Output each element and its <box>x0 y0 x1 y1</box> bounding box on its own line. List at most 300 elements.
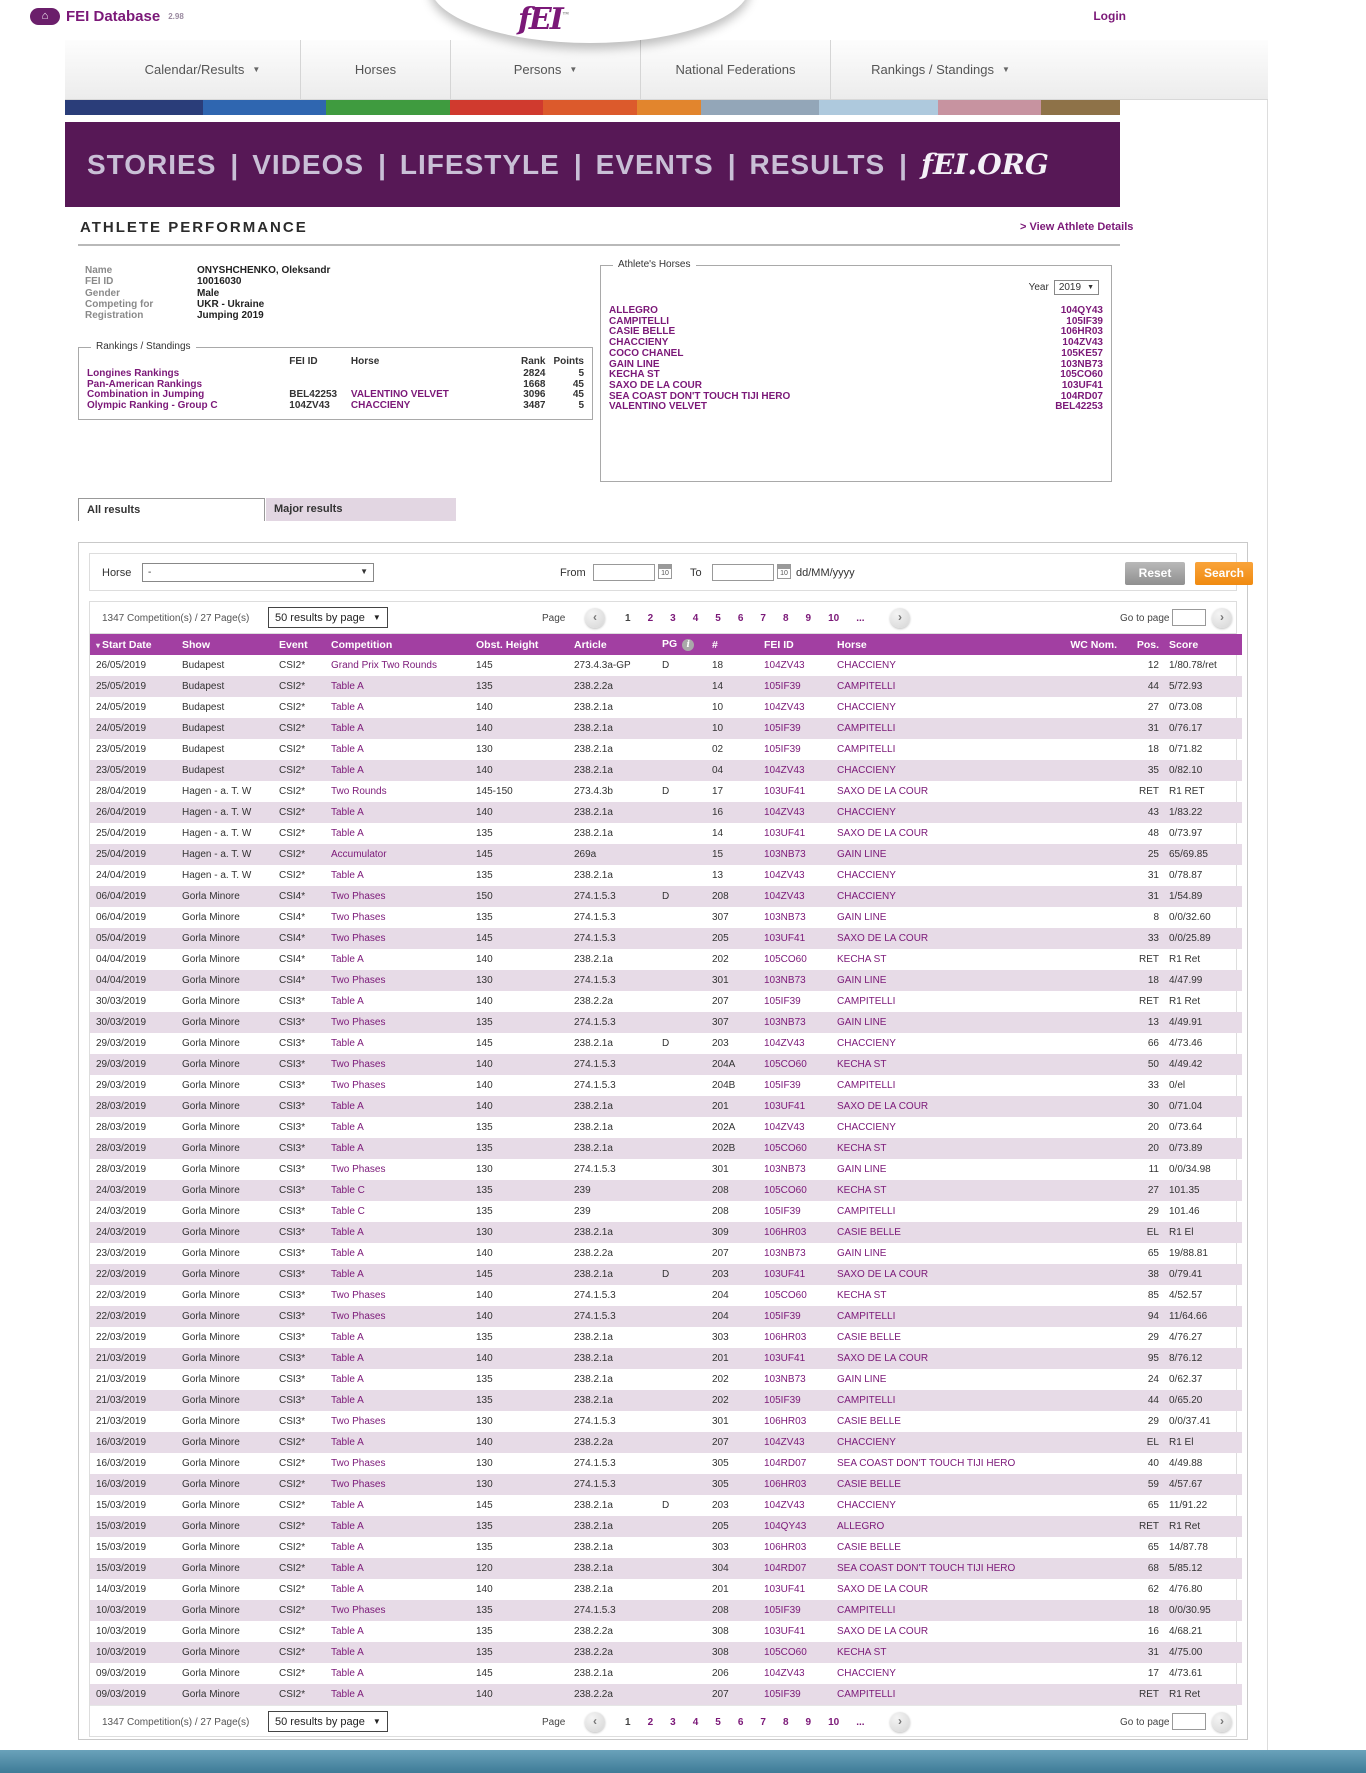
article-cell: 238.2.1a <box>568 1348 656 1369</box>
competition-link[interactable]: Table A <box>325 1096 470 1117</box>
page-number-link[interactable]: 5 <box>715 613 721 624</box>
competition-link[interactable]: Table C <box>331 1206 365 1217</box>
ranking-points: 5 <box>578 367 584 379</box>
horse-link[interactable]: GAIN LINE <box>831 844 1046 865</box>
horse-link[interactable]: SEA COAST DON'T TOUCH TIJI HERO <box>831 1558 1046 1579</box>
per-page-select[interactable] <box>268 1711 388 1732</box>
pg-cell <box>656 1180 706 1201</box>
column-header-competition[interactable] <box>325 634 470 655</box>
prev-page-button[interactable]: ‹ <box>585 608 605 628</box>
to-date-input[interactable] <box>712 564 774 581</box>
horse-link[interactable]: KECHA ST <box>831 1180 1046 1201</box>
article-cell: 238.2.2a <box>568 1684 656 1705</box>
show-cell: Hagen - a. T. W <box>176 844 273 865</box>
fei-id-link[interactable]: 106HR03 <box>764 1416 807 1427</box>
go-to-page-input[interactable] <box>1172 1713 1206 1730</box>
horse-link[interactable]: SAXO DE LA COUR <box>837 1626 929 1637</box>
banner-link-events[interactable]: EVENTS <box>595 148 714 180</box>
column-header-event[interactable] <box>273 634 325 655</box>
pos-cell: 50 <box>1121 1054 1163 1075</box>
competition-link[interactable]: Table A <box>331 1584 364 1595</box>
fei-id-link[interactable]: 103UF41 <box>764 1584 806 1595</box>
pos-cell: 65 <box>1147 1248 1159 1259</box>
page-number-link[interactable]: 4 <box>692 613 699 624</box>
horse-link[interactable]: GAIN LINE <box>837 1248 887 1259</box>
fei-id-link[interactable]: 104ZV43 <box>764 702 805 713</box>
competition-link[interactable]: Table A <box>325 1558 470 1579</box>
fei-id-link[interactable]: 104ZV43 <box>764 1500 805 1511</box>
fei-id-link[interactable]: 106HR03 <box>758 1222 831 1243</box>
column-header-pos-[interactable] <box>1121 634 1163 655</box>
start-date-cell: 21/03/2019 <box>96 1416 147 1427</box>
ranking-horse-link[interactable]: VALENTINO VELVET <box>350 389 449 401</box>
fei-id-link[interactable]: 105IF39 <box>764 996 801 1007</box>
show-cell: Budapest <box>182 702 225 713</box>
home-icon[interactable]: ⌂ <box>30 8 60 25</box>
ranking-name-link[interactable]: Olympic Ranking - Group C <box>87 400 218 412</box>
horse-link[interactable]: CHACCIENY <box>837 1500 896 1511</box>
page-number-link[interactable]: 6 <box>737 1717 744 1728</box>
wc-nom-cell <box>1046 760 1121 781</box>
horse-link[interactable]: CHACCIENY <box>837 660 896 671</box>
horse-name-link[interactable]: VALENTINO VELVET <box>609 401 707 413</box>
column-header-score[interactable] <box>1163 634 1242 655</box>
horse-fei-id-link[interactable]: BEL42253 <box>1055 401 1103 413</box>
info-icon[interactable]: i <box>682 639 694 651</box>
obst-height-cell: 140 <box>470 718 568 739</box>
competition-link[interactable]: Table A <box>331 1122 364 1133</box>
horse-link[interactable]: SEA COAST DON'T TOUCH TIJI HERO <box>837 1458 1016 1469</box>
horse-fei-id-link[interactable]: 103UF41 <box>1061 379 1103 391</box>
event-cell: CSI3* <box>273 1012 325 1033</box>
horse-link[interactable]: SAXO DE LA COUR <box>837 828 929 839</box>
fei-id-link[interactable]: 103UF41 <box>764 828 806 839</box>
event-cell: CSI3* <box>279 1164 306 1175</box>
fei-id-link[interactable]: 105CO60 <box>758 1054 831 1075</box>
horse-link[interactable]: SAXO DE LA COUR <box>831 1096 1046 1117</box>
fei-id-link[interactable]: 103UF41 <box>758 1348 831 1369</box>
horse-link[interactable]: GAIN LINE <box>831 970 1046 991</box>
competition-link[interactable]: Table A <box>331 870 364 881</box>
competition-link[interactable]: Two Phases <box>331 1164 386 1175</box>
table-row <box>90 1390 1242 1411</box>
competition-link[interactable]: Two Phases <box>325 886 470 907</box>
app-title[interactable]: FEI Database <box>66 8 161 25</box>
horse-fei-id-link[interactable]: 104QY43 <box>1060 305 1103 316</box>
tab-major-results[interactable]: Major results <box>266 498 456 521</box>
fei-id-link[interactable]: 105IF39 <box>758 1390 831 1411</box>
horse-fei-id-link[interactable]: 103NB73 <box>1060 358 1103 370</box>
pg-cell: D <box>656 886 706 907</box>
year-select[interactable]: 2019 ▼ <box>1054 280 1099 295</box>
number-cell: 208 <box>706 1600 758 1621</box>
competition-link[interactable]: Table A <box>331 1542 364 1553</box>
table-row <box>90 1138 1242 1159</box>
number-cell: 02 <box>712 744 724 755</box>
fei-id-link[interactable]: 104ZV43 <box>758 1432 831 1453</box>
competition-link[interactable]: Two Phases <box>325 1474 470 1495</box>
page-number-link[interactable]: 8 <box>782 613 789 624</box>
horse-link[interactable]: KECHA ST <box>831 1138 1046 1159</box>
horse-name-link[interactable]: ALLEGRO <box>609 305 658 316</box>
horse-link[interactable]: CAMPITELLI <box>837 996 896 1007</box>
next-page-button[interactable]: › <box>890 1712 910 1732</box>
horse-name-link[interactable]: GAIN LINE <box>609 358 660 370</box>
show-cell: Gorla Minore <box>182 1584 240 1595</box>
pg-cell <box>656 907 706 928</box>
horse-name-link[interactable]: COCO CHANEL <box>609 347 684 359</box>
fei-id-link[interactable]: 105IF39 <box>764 1080 801 1091</box>
competition-link[interactable]: Table A <box>325 1138 470 1159</box>
fei-id-link[interactable]: 105CO60 <box>764 954 807 965</box>
score-cell: 0/73.08 <box>1169 702 1203 713</box>
horse-name-link[interactable]: CASIE BELLE <box>609 326 676 338</box>
competition-link[interactable]: Two Phases <box>331 1080 386 1091</box>
horse-link[interactable]: SAXO DE LA COUR <box>831 1348 1046 1369</box>
horse-link[interactable]: CAMPITELLI <box>831 1306 1046 1327</box>
event-cell: CSI2* <box>273 1432 325 1453</box>
horse-link[interactable]: CHACCIENY <box>837 1038 896 1049</box>
fei-org-logo[interactable]: fEI.ORG <box>920 148 1049 181</box>
competition-link[interactable]: Two Phases <box>331 1458 386 1469</box>
horse-fei-id-link[interactable]: 105KE57 <box>1061 347 1103 359</box>
fei-id-link[interactable]: 103UF41 <box>758 928 831 949</box>
per-page-select[interactable] <box>268 607 388 628</box>
fei-id-link[interactable]: 103UF41 <box>764 786 806 797</box>
horse-link[interactable]: GAIN LINE <box>837 1374 887 1385</box>
horse-link[interactable]: CHACCIENY <box>831 1432 1046 1453</box>
article-cell: 238.2.1a <box>568 760 656 781</box>
athlete-info-label: Gender <box>85 287 121 299</box>
horse-fei-id-link[interactable]: 104RD07 <box>1060 390 1103 402</box>
horse-link[interactable]: GAIN LINE <box>837 1164 887 1175</box>
horse-link[interactable]: CAMPITELLI <box>837 1206 896 1217</box>
fei-id-link[interactable]: 104ZV43 <box>764 1122 805 1133</box>
competition-link[interactable]: Table A <box>331 702 364 713</box>
event-cell: CSI3* <box>279 996 306 1007</box>
horse-name-link[interactable]: CAMPITELLI <box>609 315 669 327</box>
horse-link[interactable]: KECHA ST <box>831 1642 1046 1663</box>
horse-link[interactable]: CAMPITELLI <box>837 744 896 755</box>
number-cell: 14 <box>706 676 758 697</box>
competition-link[interactable]: Table A <box>325 760 470 781</box>
column-header-show[interactable] <box>176 634 273 655</box>
horse-fei-id-link[interactable]: 105IF39 <box>1066 315 1103 327</box>
fei-id-link[interactable]: 105IF39 <box>758 1684 831 1705</box>
column-header-label: FEI ID <box>764 638 794 651</box>
page-number-link[interactable]: 4 <box>692 1717 699 1728</box>
ranking-name-link[interactable]: Combination in Jumping <box>87 389 205 401</box>
competition-link[interactable]: Two Phases <box>325 1306 470 1327</box>
horse-link[interactable]: KECHA ST <box>837 1290 887 1301</box>
pos-cell: RET <box>1121 1516 1163 1537</box>
ranking-name-link[interactable]: Longines Rankings <box>87 367 180 379</box>
pos-cell: 66 <box>1147 1038 1159 1049</box>
table-row <box>90 697 1242 718</box>
horse-link[interactable]: KECHA ST <box>837 954 887 965</box>
next-page-button[interactable]: › <box>890 608 910 628</box>
page-number-link[interactable]: 5 <box>715 1717 721 1728</box>
competition-link[interactable]: Table A <box>325 1642 470 1663</box>
pos-cell: 33 <box>1121 928 1163 949</box>
fei-id-link[interactable]: 105IF39 <box>758 676 831 697</box>
show-cell: Gorla Minore <box>182 1290 240 1301</box>
page-number-link[interactable]: 3 <box>670 1717 676 1728</box>
from-date-input[interactable] <box>593 564 655 581</box>
horse-link[interactable]: SAXO DE LA COUR <box>831 1264 1046 1285</box>
go-to-page-button[interactable]: › <box>1212 1712 1232 1732</box>
competition-link[interactable]: Table A <box>331 1038 364 1049</box>
pg-cell <box>656 928 706 949</box>
competition-link[interactable]: Table A <box>325 1516 470 1537</box>
obst-height-cell: 135 <box>476 1374 493 1385</box>
page-number-link[interactable]: 2 <box>647 613 654 624</box>
competition-link[interactable]: Table A <box>325 718 470 739</box>
app-brand[interactable] <box>30 8 184 25</box>
banner-link-videos[interactable]: VIDEOS <box>252 148 365 180</box>
competition-link[interactable]: Table A <box>331 1248 364 1259</box>
nav-item-rankings-standings[interactable] <box>830 40 1050 99</box>
calendar-icon[interactable]: 10 <box>777 564 791 579</box>
competition-link[interactable]: Two Phases <box>325 928 470 949</box>
competition-link[interactable]: Table A <box>325 1390 470 1411</box>
competition-link[interactable]: Table A <box>331 1668 364 1679</box>
competition-link[interactable]: Table A <box>331 1332 364 1343</box>
column-header-start-date[interactable] <box>90 634 176 655</box>
competition-link[interactable]: Table A <box>325 1264 470 1285</box>
competition-link[interactable]: Two Phases <box>331 912 386 923</box>
title-divider <box>78 244 1120 246</box>
competition-link[interactable]: Table A <box>331 996 364 1007</box>
fei-id-link[interactable]: 103NB73 <box>758 844 831 865</box>
athlete-info-row <box>85 288 330 299</box>
nav-item-national-federations[interactable] <box>640 40 830 99</box>
horse-link[interactable]: CAMPITELLI <box>831 1684 1046 1705</box>
nav-item-calendar-results[interactable] <box>105 40 300 99</box>
horse-fei-id-link[interactable]: 104ZV43 <box>1062 337 1103 349</box>
page-number-link[interactable]: 7 <box>760 613 766 624</box>
page-number-link[interactable]: 3 <box>670 613 676 624</box>
chevron-down-icon: ▼ <box>252 65 261 74</box>
horse-name-link[interactable]: KECHA ST <box>609 369 660 381</box>
horse-name-link[interactable]: SAXO DE LA COUR <box>609 379 702 391</box>
fei-id-link[interactable]: 106HR03 <box>764 1542 807 1553</box>
competition-link[interactable]: Two Phases <box>331 1416 386 1427</box>
pos-cell: 18 <box>1121 970 1163 991</box>
fei-id-link[interactable]: 104QY43 <box>758 1516 831 1537</box>
fei-id-link[interactable]: 106HR03 <box>764 1332 807 1343</box>
competition-link[interactable]: Table A <box>325 1348 470 1369</box>
column-header-obst-height[interactable] <box>470 634 568 655</box>
view-athlete-details-link[interactable]: > View Athlete Details <box>1020 221 1134 233</box>
fei-id-link[interactable]: 106HR03 <box>758 1474 831 1495</box>
ranking-horse-link[interactable]: CHACCIENY <box>350 400 411 412</box>
wc-nom-cell <box>1046 1684 1121 1705</box>
competition-link[interactable]: Table A <box>325 1684 470 1705</box>
competition-link[interactable]: Table A <box>325 1222 470 1243</box>
fei-id-link[interactable]: 103NB73 <box>764 912 806 923</box>
pg-cell <box>656 1684 706 1705</box>
fei-id-link[interactable]: 105IF39 <box>764 744 801 755</box>
number-cell: 301 <box>712 1416 729 1427</box>
column-header-fei-id[interactable] <box>758 634 831 655</box>
horse-link[interactable]: CAMPITELLI <box>837 1080 896 1091</box>
horse-link[interactable]: CASIE BELLE <box>837 1542 901 1553</box>
show-cell: Gorla Minore <box>176 1432 273 1453</box>
banner-link-stories[interactable]: STORIES <box>87 148 217 180</box>
horse-link[interactable]: SAXO DE LA COUR <box>831 928 1046 949</box>
horse-link[interactable]: CASIE BELLE <box>831 1222 1046 1243</box>
fei-id-link[interactable]: 103NB73 <box>764 1248 806 1259</box>
ranking-name-link[interactable]: Pan-American Rankings <box>87 378 203 390</box>
score-cell: R1 El <box>1163 1222 1242 1243</box>
horse-link[interactable]: CASIE BELLE <box>837 1416 901 1427</box>
score-cell: 0/0/25.89 <box>1163 928 1242 949</box>
competition-link[interactable]: Two Phases <box>325 1600 470 1621</box>
fei-id-link[interactable]: 103NB73 <box>764 1374 806 1385</box>
fei-id-link[interactable]: 104ZV43 <box>764 1038 805 1049</box>
competition-link[interactable]: Two Phases <box>331 1290 386 1301</box>
fei-id-link[interactable]: 105IF39 <box>758 1306 831 1327</box>
horse-link[interactable]: ALLEGRO <box>831 1516 1046 1537</box>
horse-link[interactable]: CASIE BELLE <box>837 1332 901 1343</box>
fei-id-link[interactable]: 103NB73 <box>758 970 831 991</box>
horse-link[interactable]: SAXO DE LA COUR <box>837 1584 929 1595</box>
competition-link[interactable]: Table A <box>325 802 470 823</box>
fei-id-link[interactable]: 104RD07 <box>764 1458 807 1469</box>
column-header-#[interactable] <box>706 634 758 655</box>
competition-link[interactable]: Two Phases <box>325 1012 470 1033</box>
page-number-link[interactable]: 6 <box>737 613 744 624</box>
horse-link[interactable]: SAXO DE LA COUR <box>837 786 929 797</box>
column-header-article[interactable] <box>568 634 656 655</box>
page-number-link[interactable]: 9 <box>805 1717 812 1728</box>
wc-nom-cell <box>1046 1495 1121 1516</box>
fei-id-link[interactable]: 105CO60 <box>764 1290 807 1301</box>
fei-id-link[interactable]: 104ZV43 <box>758 802 831 823</box>
fei-id-link[interactable]: 104ZV43 <box>764 660 805 671</box>
number-cell: 208 <box>712 1206 729 1217</box>
prev-page-button[interactable]: ‹ <box>585 1712 605 1732</box>
column-header-wc-nom-[interactable] <box>1046 634 1121 655</box>
banner-link-results[interactable]: RESULTS <box>749 148 886 180</box>
fei-id-link[interactable]: 105IF39 <box>758 1600 831 1621</box>
page-number-link[interactable]: 10 <box>828 613 840 624</box>
competition-link[interactable]: Table C <box>325 1180 470 1201</box>
reset-button[interactable]: Reset <box>1125 562 1185 585</box>
fei-id-link[interactable]: 104ZV43 <box>764 870 805 881</box>
search-button[interactable]: Search <box>1195 562 1253 585</box>
nav-item-horses[interactable] <box>300 40 450 99</box>
horse-link[interactable]: GAIN LINE <box>837 912 887 923</box>
article-cell: 238.2.2a <box>568 1642 656 1663</box>
go-to-page-button[interactable]: › <box>1212 608 1232 628</box>
fei-id-link[interactable]: 104ZV43 <box>764 1668 805 1679</box>
page-number-link[interactable]: 8 <box>782 1717 789 1728</box>
nav-item-persons[interactable] <box>450 40 640 99</box>
competition-link[interactable]: Table A <box>331 1500 364 1511</box>
pos-cell: 8 <box>1153 912 1159 923</box>
fei-id-link[interactable]: 103UF41 <box>758 1096 831 1117</box>
horse-link[interactable]: CAMPITELLI <box>831 676 1046 697</box>
fei-id-link[interactable]: 105IF39 <box>758 718 831 739</box>
calendar-icon[interactable]: 10 <box>658 564 672 579</box>
fei-id-link[interactable]: 104ZV43 <box>758 886 831 907</box>
fei-id-link[interactable]: 103UF41 <box>758 1264 831 1285</box>
obst-height-cell: 120 <box>470 1558 568 1579</box>
fei-id-link[interactable]: 104ZV43 <box>758 760 831 781</box>
competition-link[interactable]: Table A <box>331 828 364 839</box>
horse-name-link[interactable]: SEA COAST DON'T TOUCH TIJI HERO <box>609 390 791 402</box>
horse-link[interactable]: CASIE BELLE <box>831 1474 1046 1495</box>
horse-link[interactable]: CHACCIENY <box>831 760 1046 781</box>
fei-id-link[interactable]: 105CO60 <box>758 1180 831 1201</box>
article-cell: 273.4.3b <box>574 786 613 797</box>
horse-link[interactable]: CHACCIENY <box>837 870 896 881</box>
horse-link[interactable]: CHACCIENY <box>837 1668 896 1679</box>
competition-link[interactable]: Two Phases <box>325 970 470 991</box>
competition-link[interactable]: Table A <box>331 1626 364 1637</box>
competition-link[interactable]: Two Rounds <box>331 786 387 797</box>
horse-link[interactable]: CAMPITELLI <box>831 1600 1046 1621</box>
login-link[interactable]: Login <box>1093 9 1126 23</box>
page-number-link[interactable]: 7 <box>760 1717 766 1728</box>
page-number-link[interactable]: 10 <box>828 1717 840 1728</box>
fei-id-link[interactable]: 105IF39 <box>764 1206 801 1217</box>
wc-nom-cell <box>1046 1033 1121 1054</box>
horse-link[interactable]: CHACCIENY <box>837 702 896 713</box>
horse-fei-id-link[interactable]: 105CO60 <box>1060 369 1103 381</box>
horse-name-link[interactable]: CHACCIENY <box>609 337 669 349</box>
horse-link[interactable]: KECHA ST <box>831 1054 1046 1075</box>
horse-link[interactable]: CHACCIENY <box>831 886 1046 907</box>
obst-height-cell: 135 <box>476 870 493 881</box>
horse-link[interactable]: GAIN LINE <box>831 1012 1046 1033</box>
fei-id-link[interactable]: 105CO60 <box>758 1642 831 1663</box>
horse-link[interactable]: CAMPITELLI <box>831 718 1046 739</box>
start-date-cell: 24/05/2019 <box>96 702 147 713</box>
horse-link[interactable]: CHACCIENY <box>831 802 1046 823</box>
fei-id-link[interactable]: 103NB73 <box>764 1164 806 1175</box>
competition-link[interactable]: Table A <box>331 954 364 965</box>
column-header-pg[interactable] <box>656 634 706 655</box>
fei-id-link[interactable]: 103NB73 <box>758 1012 831 1033</box>
horse-link[interactable]: CAMPITELLI <box>831 1390 1046 1411</box>
page-number-link[interactable]: 2 <box>647 1717 654 1728</box>
competition-link[interactable]: Table A <box>325 1432 470 1453</box>
show-cell: Gorla Minore <box>176 1306 273 1327</box>
banner-link-lifestyle[interactable]: LIFESTYLE <box>399 148 560 180</box>
tab-all-results[interactable]: All results <box>78 498 265 521</box>
fei-id-link[interactable]: 104RD07 <box>758 1558 831 1579</box>
competition-link[interactable]: Table A <box>331 1374 364 1385</box>
column-header-horse[interactable] <box>831 634 1046 655</box>
competition-link[interactable]: Table A <box>325 676 470 697</box>
horse-link[interactable]: CHACCIENY <box>837 1122 896 1133</box>
competition-link[interactable]: Two Phases <box>325 1054 470 1075</box>
horse-filter-select[interactable]: - ▼ <box>142 563 374 582</box>
competition-link[interactable]: Accumulator <box>325 844 470 865</box>
pg-cell <box>656 1474 706 1495</box>
fei-id-link[interactable]: 103UF41 <box>764 1626 806 1637</box>
horse-fei-id-link[interactable]: 106HR03 <box>1060 326 1103 338</box>
competition-link[interactable]: Table A <box>331 744 364 755</box>
number-cell: 304 <box>706 1558 758 1579</box>
competition-link[interactable]: Grand Prix Two Rounds <box>331 660 437 671</box>
go-to-page-input[interactable] <box>1172 609 1206 626</box>
page-number-link[interactable]: 9 <box>805 613 812 624</box>
fei-id-link[interactable]: 105CO60 <box>758 1138 831 1159</box>
